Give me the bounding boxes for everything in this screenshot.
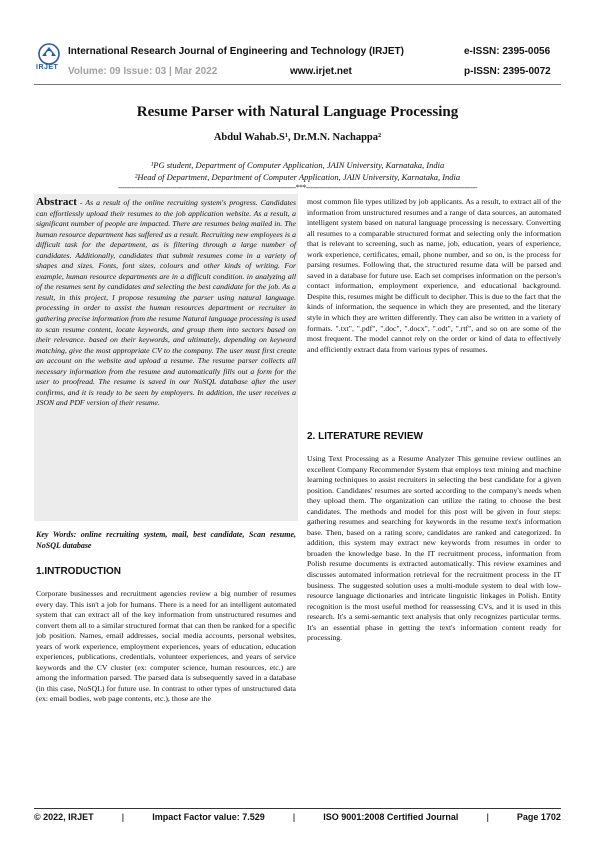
footer-copyright: © 2022, IRJET bbox=[34, 812, 94, 822]
footer-impact-factor: Impact Factor value: 7.529 bbox=[152, 812, 265, 822]
abstract bbox=[36, 197, 296, 409]
footer-divider bbox=[34, 808, 561, 809]
abstract-text: - As a result of the online recruiting system's progress. Candidates can effortlessly upload their resumes to the job application website. As a result, a significant number of people are impacted. There are resumes being mailed in. The human resource department has suffered as a result. Recruiting new employees is a difficult task for the department, as is filtering through a large number of candidates. Additionally, candidates that submit resumes come in a variety of shapes and sizes. Fonts, font sizes, colours and other kinds of writing. For example, human resource departments are in a difficult condition. in analyzing all of the resumes sent by candidates and selecting the best candidate for the job. As a result, in this project, I propose resuming the parser using natural language. processing in order to assist the human resources department or recruiter in gathering precise information from the resume Natural language processing is used to scan resume content, locate keywords, and group them into sectors based on their relevance. based on their keywords, and ultimately, depending on keyword matching, give the most appropriate CV to the company. The user must first create an account on the website and upload a resume. The resume parser collects all necessary information from the resume and automatically fills out a form for the user to proofread. The resume is saved in our NoSQL database after the user confirms, and it is ready to be seen by employers. In addition, the user receives a JSON and PDF version of their resume. bbox=[36, 198, 296, 408]
journal-title: International Research Journal of Engineering and Technology (IRJET) bbox=[68, 46, 404, 57]
volume-issue: Volume: 09 Issue: 03 | Mar 2022 bbox=[68, 66, 218, 77]
literature-heading: 2. LITERATURE REVIEW bbox=[307, 431, 423, 442]
logo-text: IRJET bbox=[36, 64, 59, 71]
footer-divider-2: | bbox=[292, 812, 296, 822]
abstract-heading: Abstract bbox=[36, 196, 77, 208]
footer bbox=[34, 812, 561, 822]
intro-heading: 1.INTRODUCTION bbox=[36, 566, 121, 577]
intro-text: Corporate businesses and recruitment agencies review a big number of resumes every day. This isn't a job for humans. There is a need for an intelligent automated system that can extract all of the key information from unstructured resumes and convert them all to a similar structured format that can then be ranked for a specific job position. Names, email addresses, social media accounts, personal websites, years of work experience, employment experiences, years of education, education experiences, publications, credentials, volunteer experiences, and years of service keywords and the CV cluster (ex: computer science, human resources, etc.) are among the information parsed. The parsed data is subsequently saved in a database (in this case, NoSQL) for future use. In contrast to other types of unstructured data (ex: email bodies, web page contents, etc.), those are the bbox=[36, 589, 296, 704]
literature-text: Using Text Processing as a Resume Analyzer This genuine review outlines an excellent Company Recommender System that employs text mining and machine learning techniques to assist recruiters in selecting the best candidate for a given position. Candidates' resumes are sorted according to the company's needs when they upload them. The organization can utilize the rating to choose the best candidates. The methods and model for this post will be given in four steps: gathering resumes and searching for keywords in the resume text's information base. Then, based on a rating score, candidates are ranked and categorized. In addition, this system may extract new keywords from resumes in order to broaden the knowledge base. In the IT recruitment process, information from Polish resume documents is extracted automatically. This review examines and discusses automated information retrieval for the recruitment process in the IT business. The suggested solution uses a multi-module system to deal with low-resource language dictionaries and intricate linguistic linkages in Polish. Entity recognition is the most useful method for reassessing CVs, and it is used in this research. It's a semi-semantic text analysis that only recognizes particular terms. It's an essential phase in getting the text's information content ready for processing. bbox=[307, 454, 561, 643]
intro-continued-text: most common file types utilized by job applicants. As a result, to extract all of the information from unstructured resumes and a range of data sources, an automated intelligent system based on natural language processing is necessary. Converting all resumes to a comparable structured format and selecting only the information that is relevant to screening, such as name, job, education, years of experience, work experience, certificates, email, phone number, and so on, is the process for parsing resumes. Following that, the structured resume data will be parsed and saved in a database for future use. Each set comprises information on the person's contact information, employment experience, and educational background. Despite this, resumes might be difficult to decipher. This is due to the fact that the kinds of information, the sequence in which they are presented, and the literary style in which they are written differently. They can also be written in a variety of formats. ".txt", ".pdf", ".doc", ".docx", ".odt", ".rtf", and so on are some of the most frequent. The model cannot rely on the order or kind of data to effectively and efficiently extract data from various types of resumes. bbox=[307, 197, 561, 354]
affiliation-1: ¹PG student, Department of Computer Application, JAIN University, Karnataka, India bbox=[150, 160, 445, 170]
keywords: Key Words: online recruiting system, mail, best candidate, Scan resume, NoSQL database bbox=[36, 530, 296, 550]
footer-page-number: Page 1702 bbox=[516, 812, 561, 822]
footer-divider-3: | bbox=[486, 812, 489, 822]
eissn: e-ISSN: 2395-0056 bbox=[464, 46, 551, 57]
affiliation-2: ²Head of Department, Department of Computer Application, JAIN University, Karnataka, India bbox=[134, 172, 461, 182]
pissn: p-ISSN: 2395-0072 bbox=[464, 66, 551, 77]
footer-divider-1: | bbox=[121, 812, 125, 822]
paper-title: Resume Parser with Natural Language Processing bbox=[136, 104, 459, 120]
journal-website[interactable]: www.irjet.net bbox=[290, 66, 352, 77]
header-divider bbox=[34, 84, 561, 85]
footer-iso: ISO 9001:2008 Certified Journal bbox=[323, 812, 459, 822]
section-separator: ----------------------------------------------------------------------------------***------------------------------------------------------------------------------- bbox=[118, 183, 477, 192]
paper-authors: Abdul Wahab.S¹, Dr.M.N. Nachappa² bbox=[213, 132, 382, 143]
